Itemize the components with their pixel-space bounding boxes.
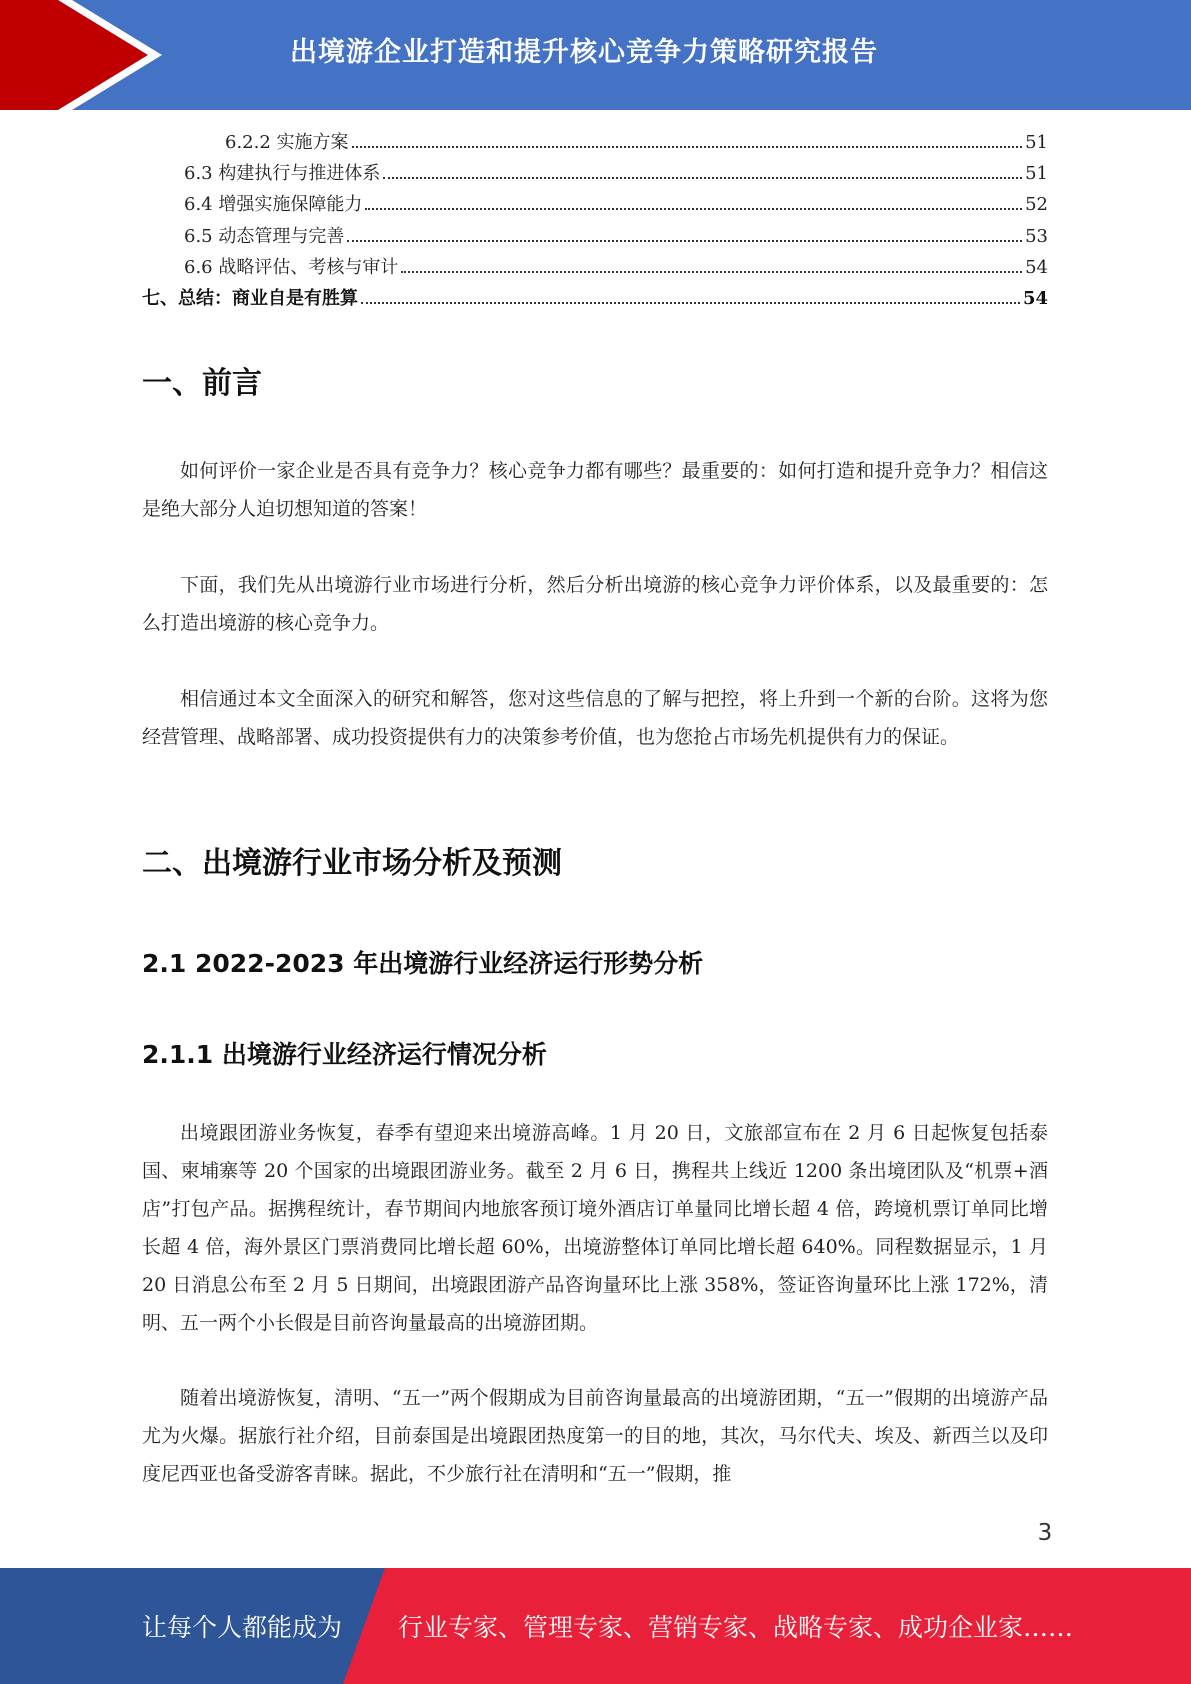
toc-entry-page: 54 — [1025, 256, 1048, 278]
subsection-heading-wrap — [142, 944, 1048, 980]
toc-entry-page: 51 — [1025, 163, 1048, 185]
toc-entry-page: 51 — [1025, 132, 1048, 153]
paragraph: 相信通过本文全面深入的研究和解答，您对这些信息的了解与把控，将上升到一个新的台阶。这将为您经营管理、战略部署、成功投资提供有力的决策参考价值，也为您抢占市场先机提供有力的保证。 — [142, 688, 1048, 748]
section-2-body — [142, 1114, 1048, 1342]
paragraph: 下面，我们先从出境游行业市场进行分析，然后分析出境游的核心竞争力评价体系，以及最重要的：怎么打造出境游的核心竞争力。 — [142, 574, 1048, 634]
toc-entry-page: 52 — [1025, 194, 1048, 216]
toc-entry[interactable] — [142, 128, 1048, 159]
toc-entry-page: 54 — [1022, 287, 1048, 309]
section-2-body — [142, 1379, 1048, 1493]
toc-leader-dots — [347, 240, 1022, 242]
paragraph: 出境跟团游业务恢复，春季有望迎来出境游高峰。1 月 20 日，文旅部宣布在 2 月 6 日起恢复包括泰国、柬埔寨等 20 个国家的出境跟团游业务。截至 2 月 6 日，携程共上线近 1200 条出境团队及“机票+酒店”打包产品。据携程统计，春节期间内地旅客预订境外酒店订单量同比增长超 4 倍，跨境机票订单同比增长超 4 倍，海外景区门票消费同比增长超 60%，出境游整体订单同比增长超 640%。同程数据显示，1 月 20 日消息公布至 2 月 5 日期间，出境跟团游产品咨询量环比上涨 358%，签证咨询量环比上涨 172%，清明、五一两个小长假是目前咨询量最高的出境游团期。 — [142, 1122, 1048, 1334]
page-header — [0, 0, 1191, 110]
paragraph: 随着出境游恢复，清明、“五一”两个假期成为目前咨询量最高的出境游团期，“五一”假期的出境游产品尤为火爆。据旅行社介绍，目前泰国是出境跟团热度第一的目的地，其次，马尔代夫、埃及、新西兰以及印度尼西亚也备受游客青睐。据此，不少旅行社在清明和“五一”假期，推 — [142, 1387, 1048, 1485]
table-of-contents — [142, 128, 1048, 315]
toc-entry-title: 七、总结：商业自是有胜算 — [142, 287, 358, 309]
toc-entry[interactable] — [142, 222, 1048, 253]
toc-entry-title: 6.4 增强实施保障能力 — [184, 194, 363, 216]
toc-entry-title: 6.3 构建执行与推进体系 — [184, 163, 381, 185]
toc-entry-title: 6.6 战略评估、考核与审计 — [184, 256, 399, 278]
toc-leader-dots — [365, 208, 1022, 210]
section-2-heading-wrap — [142, 838, 1048, 882]
subsection-heading: 2.1 2022-2023 年出境游行业经济运行形势分析 — [142, 949, 704, 978]
section-1-body — [142, 566, 1048, 642]
toc-entry[interactable] — [142, 159, 1048, 190]
section-1-body — [142, 452, 1048, 528]
toc-leader-dots — [401, 271, 1022, 273]
toc-entry-title: 6.2.2 实施方案 — [225, 132, 349, 153]
toc-entry-page: 53 — [1025, 225, 1048, 247]
footer-slogan-left: 让每个人都能成为 — [142, 1613, 343, 1642]
section-1-body — [142, 680, 1048, 756]
page-number: 3 — [1037, 1520, 1053, 1546]
toc-leader-dots — [383, 177, 1022, 179]
subsection-heading-wrap — [142, 1035, 1048, 1071]
footer-slogan-right: 行业专家、管理专家、营销专家、战略专家、成功企业家…… — [398, 1613, 1074, 1642]
section-heading: 一、前言 — [142, 366, 262, 401]
section-heading: 二、出境游行业市场分析及预测 — [142, 846, 562, 881]
toc-entry[interactable] — [142, 284, 1048, 315]
toc-entry[interactable] — [142, 253, 1048, 284]
toc-leader-dots — [361, 302, 1020, 304]
subsection-heading: 2.1.1 出境游行业经济运行情况分析 — [142, 1040, 547, 1069]
section-1-heading-wrap — [142, 358, 1048, 402]
toc-entry[interactable] — [142, 190, 1048, 221]
toc-leader-dots — [352, 146, 1023, 148]
toc-entry-title: 6.5 动态管理与完善 — [184, 225, 345, 247]
paragraph: 如何评价一家企业是否具有竞争力？核心竞争力都有哪些？最重要的：如何打造和提升竞争力？相信这是绝大部分人迫切想知道的答案！ — [142, 460, 1048, 520]
page-footer — [0, 1568, 1191, 1684]
header-title: 出境游企业打造和提升核心竞争力策略研究报告 — [290, 37, 878, 68]
